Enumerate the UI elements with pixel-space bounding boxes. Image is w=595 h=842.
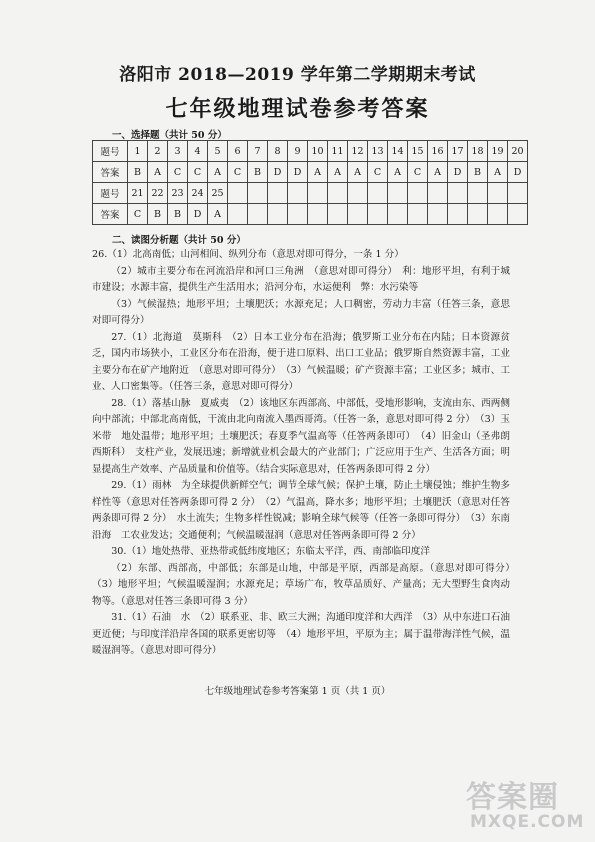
watermark-logo xyxy=(466,772,586,834)
table-cell-empty xyxy=(468,183,488,204)
table-cell-empty xyxy=(488,204,508,225)
answer-paragraph: 28.（1）落基山脉 夏威夷 （2）该地区东西部高、中部低，受地形影响，支流由东、西两侧向中部流；中部北高南低，干流由北向南流入墨西哥湾。（任答一条，意思对即可得 2 分） （3）玉米带 地处温带；地形平坦；土壤肥沃；春夏季气温高等（任答两条即可） （4）旧金山（圣弗朗西斯科） 支柱产业，发展迅速；新增就业机会最大的产业部门；广泛应用于生产、生活各方面；明显提高生产效率、产品质量和价值等。（结合实际意思对，任答两条即可得 2 分） xyxy=(92,397,510,475)
table-cell-empty xyxy=(388,183,408,204)
table-cell: D xyxy=(188,204,208,225)
table-cell: D xyxy=(268,162,288,183)
table-cell: D xyxy=(508,162,528,183)
table-cell-empty xyxy=(308,183,328,204)
table-cell: 7 xyxy=(248,141,268,162)
table-cell: A xyxy=(488,162,508,183)
table-cell: B xyxy=(248,162,268,183)
table-cell: 23 xyxy=(168,183,188,204)
table-cell: 3 xyxy=(168,141,188,162)
table-cell: C xyxy=(408,162,428,183)
table-cell-empty xyxy=(468,204,488,225)
section-heading-choice: 一、选择题（共计 50 分） xyxy=(112,130,227,141)
answer-paragraph: （2）东部、西部高，中部低；东部是山地，中部是平原，西部是高原。（意思对即可得分） （3）地形平坦；气候温暖湿润；水源充足；草场广布，牧草品质好、产量高；无大型野生食肉动物等。（意思对任答三条即可得 3 分） xyxy=(92,562,520,607)
table-row-label: 答案 xyxy=(93,162,128,183)
table-cell-empty xyxy=(328,183,348,204)
answer-key-title: 七年级地理试卷参考答案 xyxy=(165,96,430,122)
table-cell-empty xyxy=(248,183,268,204)
table-cell: 13 xyxy=(368,141,388,162)
table-cell: A xyxy=(148,162,168,183)
table-cell: 8 xyxy=(268,141,288,162)
answer-paragraph: 26.（1）北高南低；山河相间、纵列分布（意思对即可得分，一条 1 分） xyxy=(92,249,404,260)
table-cell: C xyxy=(368,162,388,183)
table-row-label: 题号 xyxy=(93,183,128,204)
table-cell-empty xyxy=(348,183,368,204)
table-cell-empty xyxy=(428,183,448,204)
table-cell: A xyxy=(428,162,448,183)
table-row-answers-2 xyxy=(93,204,528,225)
table-cell-empty xyxy=(508,204,528,225)
table-cell-empty xyxy=(408,183,428,204)
table-cell: 6 xyxy=(228,141,248,162)
table-cell: 21 xyxy=(128,183,148,204)
table-cell-empty xyxy=(448,183,468,204)
answer-paragraph: （2）城市主要分布在河流沿岸和河口三角洲 （意思对即可得分） 利：地形平坦，有利于城市建设；水源丰富，提供生产生活用水；沿河分布，水运便利 弊：水污染等 xyxy=(92,265,510,293)
table-cell: B xyxy=(148,204,168,225)
table-cell: 5 xyxy=(208,141,228,162)
answer-paragraph: 30.（1）地处热带、亚热带或低纬度地区；东临太平洋，西、南部临印度洋 xyxy=(111,546,430,557)
table-cell-empty xyxy=(248,204,268,225)
table-cell: 15 xyxy=(408,141,428,162)
table-cell-empty xyxy=(488,183,508,204)
table-cell-empty xyxy=(368,183,388,204)
table-cell-empty xyxy=(328,204,348,225)
table-row-answers-1 xyxy=(93,162,528,183)
table-cell: A xyxy=(388,162,408,183)
table-cell-empty xyxy=(228,204,248,225)
table-cell-empty xyxy=(288,204,308,225)
section-heading-analysis: 二、读图分析题（共计 50 分） xyxy=(112,235,246,246)
table-cell: 10 xyxy=(308,141,328,162)
table-cell: A xyxy=(308,162,328,183)
table-cell-empty xyxy=(308,204,328,225)
table-row-label: 答案 xyxy=(93,204,128,225)
table-row-numbers-1 xyxy=(93,141,528,162)
table-cell: A xyxy=(328,162,348,183)
answer-paragraph: （3）气候湿热；地形平坦；土壤肥沃；水源充足；人口稠密，劳动力丰富（任答三条，意思对即可得分） xyxy=(92,298,510,326)
table-cell: 4 xyxy=(188,141,208,162)
table-cell: 22 xyxy=(148,183,168,204)
table-cell: C xyxy=(228,162,248,183)
table-row-label: 题号 xyxy=(93,141,128,162)
watermark-logo-url: MXQE.COM xyxy=(470,812,585,832)
table-cell: 9 xyxy=(288,141,308,162)
table-cell: A xyxy=(208,162,228,183)
table-cell: 17 xyxy=(448,141,468,162)
table-cell-empty xyxy=(348,204,368,225)
answer-paragraph: 29.（1）雨林 为全球提供新鲜空气；调节全球气候；保护土壤，防止土壤侵蚀；维护生物多样性等（意思对任答两条即可得 2 分） （2）气温高，降水多；地形平坦；土壤肥沃（意思对任答两条即可得 2 分） 水土流失；生物多样性锐减；影响全球气候等（任答一条即可得分） （3）东南沿海 工农业发达；交通便利；气候温暖湿润（意思对任答两条即可得 2 分） xyxy=(92,480,510,541)
table-cell: B xyxy=(468,162,488,183)
table-cell: 20 xyxy=(508,141,528,162)
table-row-numbers-2 xyxy=(93,183,528,204)
table-cell-empty xyxy=(268,183,288,204)
table-cell: 16 xyxy=(428,141,448,162)
answer-paragraph: 27.（1）北海道 莫斯科 （2）日本工业分布在沿海；俄罗斯工业分布在内陆；日本资源贫乏，国内市场狭小，工业区分布在沿海，便于进口原料、出口工业品；俄罗斯自然资源丰富，工业主要分布在矿产地附近 （意思对即可得分） （3）气候温暖；矿产资源丰富；工业区多；城市、工业、人口密集等。（任答三条，意思对即可得分） xyxy=(92,331,510,392)
table-cell: B xyxy=(168,204,188,225)
table-cell: C xyxy=(128,204,148,225)
table-cell: D xyxy=(448,162,468,183)
table-cell-empty xyxy=(448,204,468,225)
table-cell: 12 xyxy=(348,141,368,162)
table-cell: 18 xyxy=(468,141,488,162)
table-cell: C xyxy=(168,162,188,183)
table-cell: 14 xyxy=(388,141,408,162)
table-cell: 2 xyxy=(148,141,168,162)
table-cell-empty xyxy=(508,183,528,204)
table-cell-empty xyxy=(368,204,388,225)
answer-paragraph: 31.（1）石油 水 （2）联系亚、非、欧三大洲；沟通印度洋和大西洋 （3）从中东进口石油更近便；与印度洋沿岸各国的联系更密切等 （4）地形平坦，平原为主；属于温带海洋性气候，温暖湿润等。（意思对即可得分） xyxy=(92,612,510,656)
table-cell-empty xyxy=(408,204,428,225)
exam-title: 洛阳市 2018—2019 学年第二学期期末考试 xyxy=(119,65,476,85)
table-cell: 19 xyxy=(488,141,508,162)
table-cell: B xyxy=(128,162,148,183)
table-cell: 11 xyxy=(328,141,348,162)
table-cell-empty xyxy=(428,204,448,225)
answer-table xyxy=(92,140,528,225)
table-cell: A xyxy=(348,162,368,183)
watermark-logo-text: 答案圈 xyxy=(466,780,559,815)
table-cell-empty xyxy=(228,183,248,204)
table-cell: 1 xyxy=(128,141,148,162)
table-cell: A xyxy=(208,204,228,225)
table-cell: 24 xyxy=(188,183,208,204)
table-cell: 25 xyxy=(208,183,228,204)
table-cell: C xyxy=(188,162,208,183)
table-cell-empty xyxy=(388,204,408,225)
analysis-answers xyxy=(92,247,520,660)
table-cell: D xyxy=(288,162,308,183)
table-cell-empty xyxy=(268,204,288,225)
page-footer: 七年级地理试卷参考答案第 1 页（共 1 页） xyxy=(204,686,391,697)
table-cell-empty xyxy=(288,183,308,204)
